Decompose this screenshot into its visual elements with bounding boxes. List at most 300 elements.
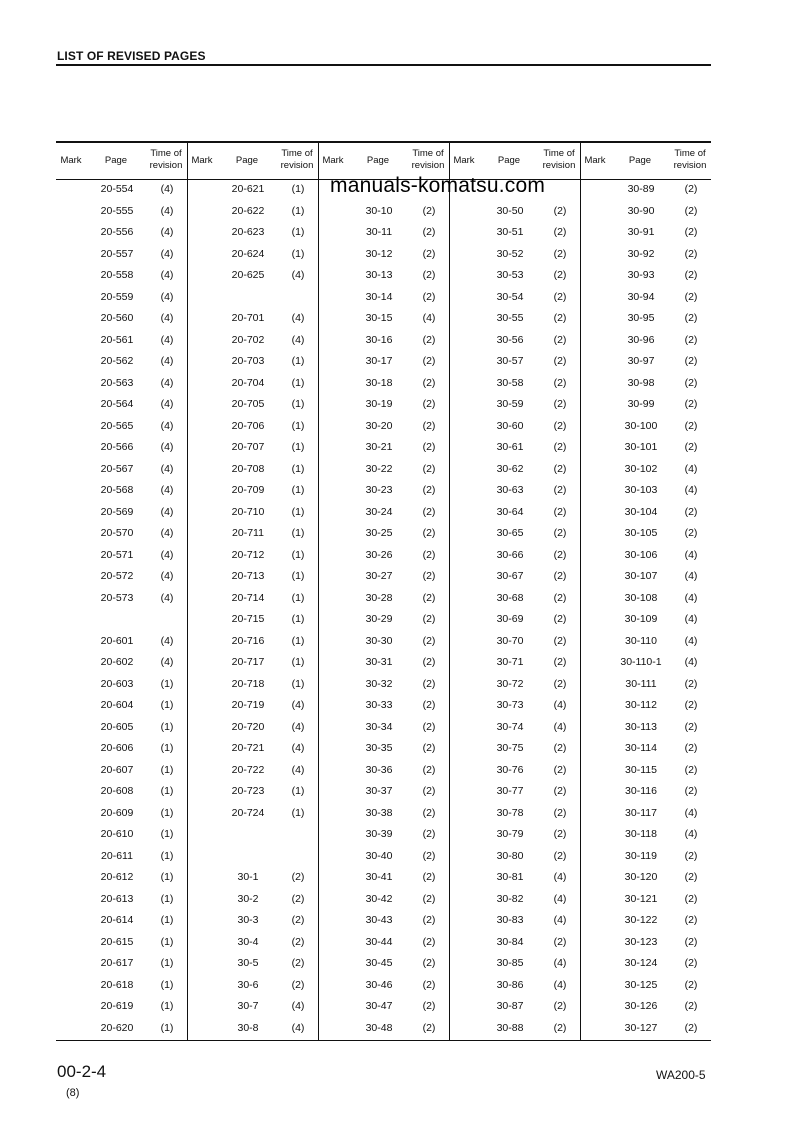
revision-cell: (2) <box>684 527 698 539</box>
page-cell: 20-610 <box>100 828 134 840</box>
page-cell: 30-62 <box>496 462 524 475</box>
page-cell: 30-24 <box>365 505 393 518</box>
page-cell: 20-609 <box>100 806 134 819</box>
table-row <box>449 803 580 825</box>
table-row <box>56 996 187 1018</box>
page-cell: 20-711 <box>232 527 264 539</box>
page-cell: 30-15 <box>365 312 393 324</box>
table-row <box>449 351 580 373</box>
table-row <box>580 1018 711 1040</box>
revision-cell: (2) <box>422 484 436 496</box>
table-row <box>580 523 711 545</box>
page-cell: 30-5 <box>237 957 259 969</box>
table-row <box>449 330 580 352</box>
table-row <box>56 480 187 502</box>
table-row <box>56 910 187 932</box>
page-cell: 30-12 <box>365 247 393 260</box>
page-cell: 30-72 <box>496 677 524 690</box>
page-cell: 20-601 <box>100 634 134 647</box>
table-row <box>580 566 711 588</box>
revision-cell: (1) <box>291 656 305 668</box>
revision-cell: (2) <box>553 484 567 496</box>
revision-cell: (2) <box>684 355 698 367</box>
header-time-of-revision <box>406 148 450 172</box>
revision-cell: (2) <box>422 333 436 346</box>
page-cell: 30-63 <box>496 484 524 496</box>
revision-cell: (2) <box>422 806 436 819</box>
revision-cell: (2) <box>422 613 436 625</box>
page-cell: 30-10 <box>365 204 393 217</box>
page-cell: 20-717 <box>231 656 265 668</box>
page-cell: 30-90 <box>627 204 655 217</box>
table-row <box>56 244 187 266</box>
revision-cell: (4) <box>684 570 698 582</box>
table-row <box>187 631 318 653</box>
table-row <box>580 932 711 954</box>
page-cell: 30-56 <box>496 333 524 346</box>
page-cell: 20-719 <box>231 699 265 711</box>
revision-cell: (2) <box>553 785 567 797</box>
page-cell: 20-721 <box>231 742 265 754</box>
table-row <box>318 996 449 1018</box>
table-row <box>449 244 580 266</box>
revision-cell: (1) <box>291 548 305 561</box>
table-row <box>187 222 318 244</box>
page-cell: 20-607 <box>100 763 134 776</box>
page-cell: 30-70 <box>496 634 524 647</box>
table-row <box>56 803 187 825</box>
revision-cell: (2) <box>422 828 436 840</box>
table-row <box>449 975 580 997</box>
revision-cell: (4) <box>291 742 305 754</box>
revision-cell: (2) <box>422 656 436 668</box>
page-cell: 30-81 <box>496 871 524 883</box>
table-row <box>318 416 449 438</box>
table-row <box>56 674 187 696</box>
table-row <box>187 695 318 717</box>
page-cell: 30-92 <box>627 247 655 260</box>
table-row <box>56 287 187 309</box>
table-row <box>56 373 187 395</box>
page-cell: 20-564 <box>100 398 134 410</box>
revision-cell: (1) <box>160 871 174 883</box>
table-row <box>318 695 449 717</box>
table-row <box>580 953 711 975</box>
page-cell: 30-83 <box>496 914 524 926</box>
revision-cell: (4) <box>160 290 174 303</box>
table-row <box>449 394 580 416</box>
page-cell: 20-623 <box>231 226 265 238</box>
table-row <box>318 244 449 266</box>
table-row <box>449 566 580 588</box>
table-row <box>187 480 318 502</box>
table-row <box>580 201 711 223</box>
table-row <box>318 394 449 416</box>
page-cell: 30-50 <box>496 204 524 217</box>
table-row <box>449 201 580 223</box>
page-cell: 30-91 <box>627 226 655 238</box>
header-time-of-revision <box>537 148 581 172</box>
page-cell: 30-8 <box>237 1021 259 1034</box>
page-cell: 30-78 <box>496 806 524 819</box>
revision-cell: (2) <box>291 935 305 948</box>
table-row <box>318 1018 449 1040</box>
revision-cell: (4) <box>684 806 698 819</box>
header-mark: Mark <box>584 155 606 166</box>
revision-cell: (1) <box>291 570 305 582</box>
table-row <box>449 523 580 545</box>
revision-cell: (2) <box>684 763 698 776</box>
rows <box>318 179 449 1039</box>
revision-cell: (2) <box>684 376 698 389</box>
table-row <box>318 953 449 975</box>
table-row <box>56 609 187 631</box>
table-row <box>580 781 711 803</box>
page-cell: 30-115 <box>625 763 657 776</box>
revision-cell: (4) <box>160 484 174 496</box>
header-rev-line2: revision <box>411 160 445 171</box>
revision-cell: (2) <box>684 398 698 410</box>
revision-cell: (2) <box>553 763 567 776</box>
page-cell: 30-103 <box>624 484 658 496</box>
page-cell: 30-64 <box>496 505 524 518</box>
page-cell: 20-724 <box>231 806 265 819</box>
page-cell: 30-48 <box>365 1021 393 1034</box>
page-cell: 30-39 <box>365 828 393 840</box>
page-cell: 30-84 <box>496 935 524 948</box>
revision-cell: (2) <box>291 978 305 991</box>
revision-cell: (2) <box>422 570 436 582</box>
page-cell: 30-109 <box>624 613 658 625</box>
page-cell: 20-612 <box>100 871 134 883</box>
table-row <box>56 932 187 954</box>
revision-cell: (2) <box>553 527 567 539</box>
revision-cell: (2) <box>553 849 567 862</box>
table-row <box>580 308 711 330</box>
revision-cell: (2) <box>684 914 698 926</box>
table-row <box>318 738 449 760</box>
revision-cell: (1) <box>291 484 305 496</box>
table-row <box>580 975 711 997</box>
revised-pages-table <box>56 141 711 1041</box>
title-divider <box>56 64 711 66</box>
table-row <box>580 545 711 567</box>
revision-cell: (1) <box>160 806 174 819</box>
page-cell: 20-565 <box>100 419 134 432</box>
page-cell: 20-705 <box>231 398 265 410</box>
page-cell: 30-95 <box>627 312 655 324</box>
revision-cell: (2) <box>291 892 305 905</box>
revision-cell: (4) <box>291 269 305 281</box>
page-cell: 30-22 <box>365 462 393 475</box>
table-row <box>187 932 318 954</box>
page-cell: 30-65 <box>496 527 524 539</box>
table-row <box>449 545 580 567</box>
table-row <box>580 867 711 889</box>
revision-cell: (1) <box>160 677 174 690</box>
page-cell: 20-554 <box>100 183 134 195</box>
revision-cell: (4) <box>291 1000 305 1012</box>
revision-cell: (2) <box>422 720 436 733</box>
page-cell: 30-7 <box>237 1000 259 1012</box>
table-row <box>56 330 187 352</box>
page-cell: 30-1 <box>237 871 259 883</box>
table-row <box>318 545 449 567</box>
page-cell: 30-54 <box>496 290 524 303</box>
table-row <box>580 695 711 717</box>
header-mark: Mark <box>60 155 82 166</box>
page-cell: 30-96 <box>627 333 655 346</box>
table-row <box>449 609 580 631</box>
revision-cell: (2) <box>291 871 305 883</box>
revision-cell: (1) <box>291 419 305 432</box>
revision-cell: (4) <box>553 957 567 969</box>
page-cell: 20-615 <box>100 935 134 948</box>
table-row <box>187 566 318 588</box>
table-row <box>318 717 449 739</box>
revision-cell: (2) <box>684 849 698 862</box>
revision-cell: (1) <box>291 376 305 389</box>
table-row <box>318 459 449 481</box>
table-row <box>318 523 449 545</box>
table-row <box>318 588 449 610</box>
page-cell: 30-4 <box>237 935 259 948</box>
revision-cell: (1) <box>160 978 174 991</box>
page-cell: 30-6 <box>237 978 259 991</box>
table-row <box>56 760 187 782</box>
table-row <box>580 373 711 395</box>
header-mark: Mark <box>453 155 475 166</box>
table-row <box>318 846 449 868</box>
table-row <box>580 910 711 932</box>
page-cell: 30-21 <box>365 441 393 453</box>
revision-cell: (2) <box>422 226 436 238</box>
table-row <box>449 760 580 782</box>
table-row <box>449 846 580 868</box>
table-row <box>187 308 318 330</box>
table-row <box>187 760 318 782</box>
page-cell: 20-714 <box>231 591 265 604</box>
page-cell: 20-569 <box>100 505 134 518</box>
table-row <box>187 889 318 911</box>
page-cell: 30-87 <box>496 1000 524 1012</box>
table-row <box>318 287 449 309</box>
revision-cell: (1) <box>160 699 174 711</box>
table-row <box>187 717 318 739</box>
table-row <box>580 674 711 696</box>
table-row <box>449 824 580 846</box>
page-cell: 30-123 <box>624 935 658 948</box>
page-cell: 30-106 <box>624 548 658 561</box>
revision-cell: (2) <box>684 871 698 883</box>
page-cell: 30-2 <box>237 892 259 905</box>
page-cell: 20-604 <box>100 699 134 711</box>
page-cell: 30-32 <box>365 677 393 690</box>
revision-cell: (1) <box>291 505 305 518</box>
page-cell: 20-613 <box>100 892 134 905</box>
revision-cell: (4) <box>684 613 698 625</box>
header-time-of-revision <box>144 148 188 172</box>
table-row <box>449 717 580 739</box>
table-row <box>580 588 711 610</box>
page-cell: 20-605 <box>100 720 134 733</box>
revision-cell: (1) <box>291 806 305 819</box>
page-cell: 30-67 <box>496 570 524 582</box>
table-row <box>580 287 711 309</box>
revision-cell: (2) <box>553 613 567 625</box>
table-row <box>56 566 187 588</box>
page-cell: 20-563 <box>100 376 134 389</box>
page-cell: 30-60 <box>496 419 524 432</box>
revision-cell: (2) <box>684 333 698 346</box>
revision-cell: (2) <box>553 806 567 819</box>
table-row <box>449 695 580 717</box>
table-row <box>580 179 711 201</box>
table-row <box>56 695 187 717</box>
rows <box>187 179 318 1039</box>
revision-cell: (1) <box>160 849 174 862</box>
revision-cell: (1) <box>291 634 305 647</box>
table-row <box>449 416 580 438</box>
page-cell: 30-122 <box>624 914 658 926</box>
revision-cell: (4) <box>553 871 567 883</box>
page-cell: 30-45 <box>365 957 393 969</box>
revision-cell: (4) <box>684 484 698 496</box>
page-cell: 20-622 <box>231 204 265 217</box>
revision-cell: (4) <box>160 527 174 539</box>
revision-cell: (4) <box>553 720 567 733</box>
revision-cell: (1) <box>291 527 305 539</box>
table-row <box>449 480 580 502</box>
header-rev-line1: Time of <box>412 148 444 159</box>
revision-cell: (4) <box>684 828 698 840</box>
table-row <box>187 910 318 932</box>
revision-cell: (2) <box>684 677 698 690</box>
page-cell: 30-112 <box>625 699 657 711</box>
table-row <box>318 201 449 223</box>
revision-cell: (1) <box>291 613 305 625</box>
table-row <box>580 480 711 502</box>
table-row <box>449 373 580 395</box>
table-row <box>318 351 449 373</box>
revision-cell: (2) <box>422 355 436 367</box>
table-row <box>580 394 711 416</box>
page-cell: 30-59 <box>496 398 524 410</box>
page-cell: 30-26 <box>365 548 393 561</box>
table-row <box>56 717 187 739</box>
page-cell: 30-31 <box>365 656 393 668</box>
table-row <box>187 953 318 975</box>
table-row <box>318 609 449 631</box>
page-cell: 30-14 <box>365 290 393 303</box>
revision-cell: (4) <box>160 226 174 238</box>
table-row <box>56 394 187 416</box>
page-cell: 20-713 <box>231 570 265 582</box>
page-cell: 20-712 <box>231 548 265 561</box>
revision-cell: (2) <box>684 269 698 281</box>
revision-cell: (2) <box>422 527 436 539</box>
header-rev-line1: Time of <box>674 148 706 159</box>
page-cell: 30-94 <box>627 290 655 303</box>
revision-cell: (2) <box>684 978 698 991</box>
revision-cell: (1) <box>291 441 305 453</box>
table-row <box>56 1018 187 1040</box>
revision-cell: (1) <box>291 247 305 260</box>
revision-cell: (2) <box>422 957 436 969</box>
page-cell: 20-611 <box>101 849 133 862</box>
page-cell: 30-20 <box>365 419 393 432</box>
table-row <box>580 265 711 287</box>
revision-cell: (1) <box>291 677 305 690</box>
revision-cell: (1) <box>291 785 305 797</box>
table-row <box>187 846 318 868</box>
footer-model: WA200-5 <box>656 1068 706 1082</box>
revision-cell: (4) <box>160 183 174 195</box>
revision-cell: (4) <box>553 978 567 991</box>
table-row <box>318 781 449 803</box>
revision-cell: (2) <box>422 290 436 303</box>
revision-cell: (1) <box>160 1021 174 1034</box>
revision-cell: (4) <box>160 419 174 432</box>
table-row <box>449 222 580 244</box>
page-cell: 20-720 <box>231 720 265 733</box>
revision-cell: (1) <box>160 763 174 776</box>
table-row <box>187 609 318 631</box>
revision-cell: (2) <box>684 312 698 324</box>
table-row <box>449 652 580 674</box>
header-page: Page <box>104 155 128 166</box>
revision-cell: (1) <box>291 183 305 195</box>
table-row <box>449 932 580 954</box>
table-row <box>187 437 318 459</box>
table-row <box>318 330 449 352</box>
revision-cell: (4) <box>160 333 174 346</box>
table-row <box>318 566 449 588</box>
revision-cell: (4) <box>684 548 698 561</box>
revision-cell: (4) <box>291 763 305 776</box>
page-cell: 30-118 <box>625 828 657 840</box>
table-row <box>580 351 711 373</box>
page-cell: 30-58 <box>496 376 524 389</box>
table-row <box>318 760 449 782</box>
table-row <box>56 975 187 997</box>
table-row <box>187 1018 318 1040</box>
page-cell: 20-723 <box>231 785 265 797</box>
page-cell: 30-98 <box>627 376 655 389</box>
page-cell: 20-557 <box>100 247 134 260</box>
table-row <box>449 308 580 330</box>
revision-cell: (1) <box>291 591 305 604</box>
revision-cell: (4) <box>160 591 174 604</box>
page-cell: 30-125 <box>624 978 658 991</box>
table-row <box>187 373 318 395</box>
table-row <box>580 652 711 674</box>
revision-cell: (4) <box>160 441 174 453</box>
page-cell: 20-573 <box>100 591 134 604</box>
table-row <box>318 502 449 524</box>
revision-cell: (2) <box>553 419 567 432</box>
revision-cell: (2) <box>422 978 436 991</box>
revision-cell: (4) <box>291 720 305 733</box>
table-row <box>449 867 580 889</box>
page-cell: 20-559 <box>100 290 134 303</box>
table-row <box>580 760 711 782</box>
page-cell: 30-79 <box>496 828 524 840</box>
revision-cell: (2) <box>422 699 436 711</box>
table-row <box>56 265 187 287</box>
revision-cell: (1) <box>160 1000 174 1012</box>
revision-cell: (2) <box>553 570 567 582</box>
